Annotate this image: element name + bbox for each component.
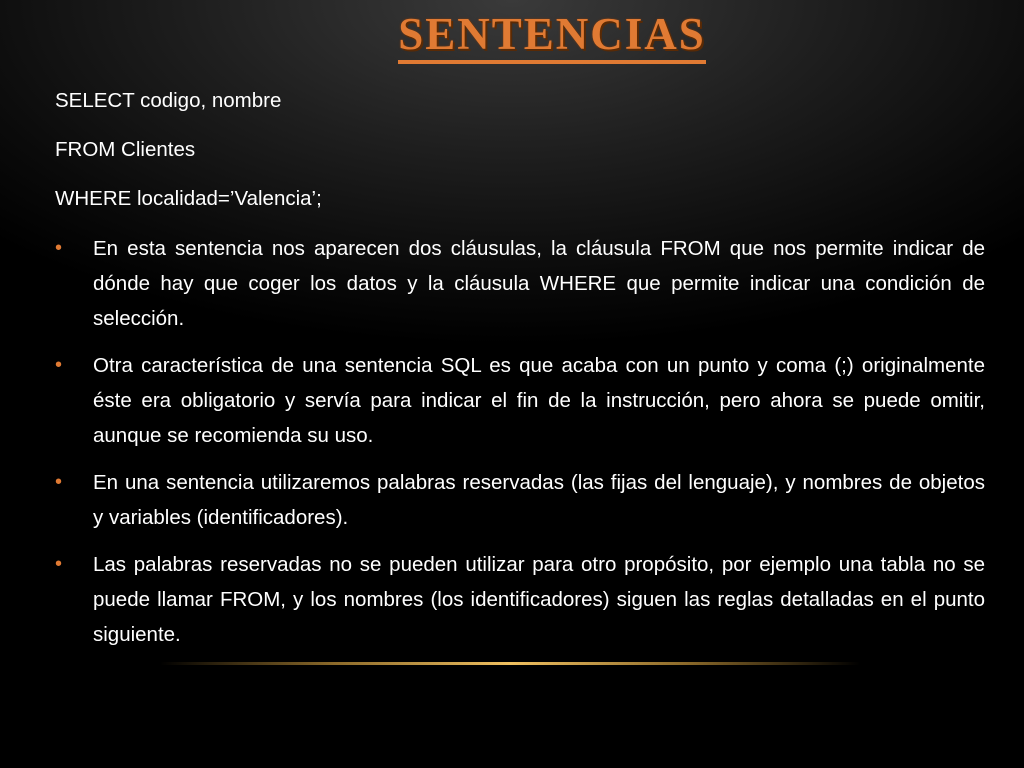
- slide-title: [0, 8, 1024, 64]
- list-item: [55, 547, 985, 652]
- list-item: [55, 465, 985, 535]
- list-item: [55, 231, 985, 336]
- bullet-text: En esta sentencia nos aparecen dos cláusulas, la cláusula FROM que nos permite indicar de dónde hay que coger los datos y la cláusula WHERE que permite indicar una condición de selección.: [93, 237, 985, 330]
- slide-title-text: SENTENCIAS: [398, 8, 706, 64]
- bullet-text: Las palabras reservadas no se pueden utilizar para otro propósito, por ejemplo una tabla no se puede llamar FROM, y los nombres (los identificadores) siguen las reglas detalladas en el punto siguiente.: [93, 553, 985, 646]
- bullet-text: Otra característica de una sentencia SQL es que acaba con un punto y coma (;) originalmente éste era obligatorio y servía para indicar el fin de la instrucción, pero ahora se puede omitir, aunque se recomienda su uso.: [93, 354, 985, 447]
- gold-divider: [160, 662, 860, 665]
- list-item: [55, 348, 985, 453]
- bullet-dot-icon: •: [55, 354, 63, 376]
- bullet-list: [55, 231, 985, 652]
- sql-line-select: SELECT codigo, nombre: [55, 89, 282, 112]
- sql-line-from: FROM Clientes: [55, 138, 196, 161]
- sql-line-where: WHERE localidad=’Valencia’;: [55, 187, 322, 210]
- bullet-dot-icon: •: [55, 471, 63, 493]
- bullet-text: En una sentencia utilizaremos palabras reservadas (las fijas del lenguaje), y nombres de objetos y variables (identificadores).: [93, 471, 985, 529]
- bullet-dot-icon: •: [55, 553, 63, 575]
- bullet-dot-icon: •: [55, 237, 63, 259]
- slide-body: [55, 84, 985, 664]
